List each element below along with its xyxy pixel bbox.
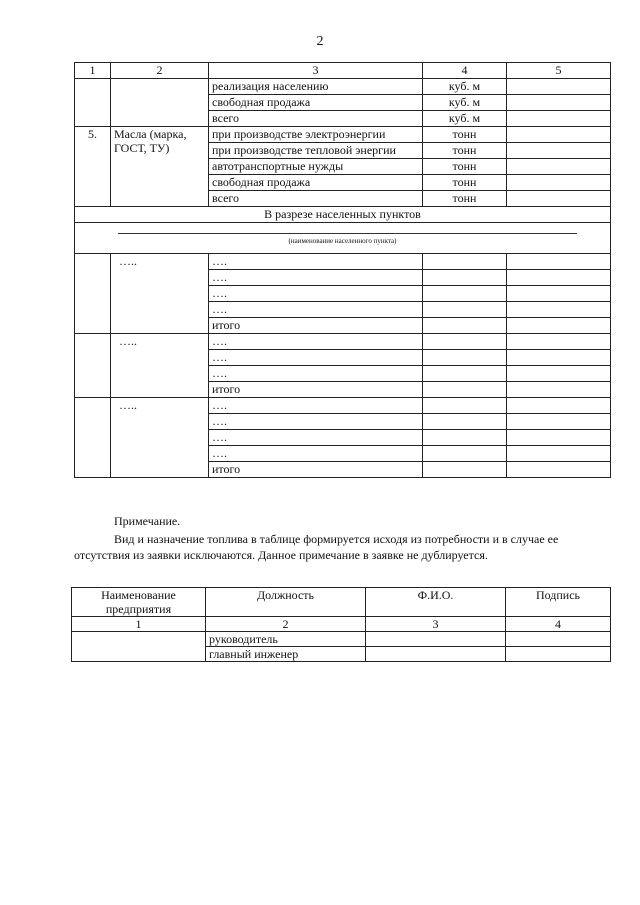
- group-row-label: ….: [209, 350, 423, 366]
- unit-cell: [423, 254, 507, 270]
- unit-cell: тонн: [423, 143, 507, 159]
- header-cell: 5: [507, 63, 611, 79]
- unit-cell: тонн: [423, 159, 507, 175]
- group-name: …..: [111, 254, 209, 334]
- unit-cell: [423, 462, 507, 478]
- value-cell: [507, 191, 611, 207]
- unit-cell: тонн: [423, 127, 507, 143]
- value-cell: [507, 318, 611, 334]
- unit-cell: [423, 334, 507, 350]
- settlement-name-cell: [75, 223, 611, 254]
- signature-cell: [506, 632, 611, 647]
- unit-cell: [423, 318, 507, 334]
- table-row: [75, 398, 611, 414]
- empty-cell: [75, 79, 111, 127]
- value-cell: [507, 446, 611, 462]
- value-cell: [507, 95, 611, 111]
- value-cell: [507, 79, 611, 95]
- value-cell: [507, 382, 611, 398]
- unit-cell: [423, 382, 507, 398]
- value-cell: [507, 334, 611, 350]
- value-cell: [507, 254, 611, 270]
- unit-cell: [423, 366, 507, 382]
- purpose-cell: свободная продажа: [209, 95, 423, 111]
- signature-cell: [506, 647, 611, 662]
- signature-number-row: [72, 617, 611, 632]
- company-name-cell: [72, 632, 206, 662]
- value-cell: [507, 366, 611, 382]
- note-title: Примечание.: [114, 514, 181, 528]
- signature-table: [71, 587, 611, 662]
- unit-cell: тонн: [423, 175, 507, 191]
- value-cell: [507, 159, 611, 175]
- fio-cell: [366, 647, 506, 662]
- group-row-label: ….: [209, 286, 423, 302]
- header-cell: 3: [209, 63, 423, 79]
- group-name: …..: [111, 398, 209, 478]
- empty-cell: [111, 79, 209, 127]
- header-cell: Ф.И.О.: [366, 588, 506, 617]
- value-cell: [507, 143, 611, 159]
- section-name: Масла (марка, ГОСТ, ТУ): [111, 127, 209, 207]
- purpose-cell: всего: [209, 191, 423, 207]
- header-cell: Подпись: [506, 588, 611, 617]
- column-number: 3: [366, 617, 506, 632]
- unit-cell: [423, 430, 507, 446]
- column-number: 4: [506, 617, 611, 632]
- value-cell: [507, 127, 611, 143]
- unit-cell: [423, 286, 507, 302]
- group-row-label: ….: [209, 302, 423, 318]
- page-number: 2: [316, 34, 324, 49]
- header-cell: Наименование предприятия: [72, 588, 206, 617]
- group-row-label: ….: [209, 398, 423, 414]
- table-header-row: [75, 63, 611, 79]
- header-cell: 4: [423, 63, 507, 79]
- value-cell: [507, 302, 611, 318]
- unit-cell: [423, 302, 507, 318]
- group-row-label: ….: [209, 254, 423, 270]
- unit-cell: куб. м: [423, 95, 507, 111]
- settlements-heading: В разрезе населенных пунктов: [75, 207, 611, 223]
- header-cell: Должность: [206, 588, 366, 617]
- group-row-label: итого: [209, 318, 423, 334]
- value-cell: [507, 286, 611, 302]
- group-row-label: ….: [209, 446, 423, 462]
- value-cell: [507, 350, 611, 366]
- value-cell: [507, 270, 611, 286]
- unit-cell: [423, 350, 507, 366]
- settlements-heading-row: [75, 207, 611, 223]
- purpose-cell: всего: [209, 111, 423, 127]
- group-row-label: итого: [209, 462, 423, 478]
- purpose-cell: при производстве электроэнергии: [209, 127, 423, 143]
- fuel-table: [74, 62, 611, 478]
- purpose-cell: реализация населению: [209, 79, 423, 95]
- unit-cell: [423, 446, 507, 462]
- purpose-cell: при производстве тепловой энергии: [209, 143, 423, 159]
- table-row: [75, 127, 611, 143]
- unit-cell: [423, 398, 507, 414]
- position-cell: главный инженер: [206, 647, 366, 662]
- empty-cell: [75, 334, 111, 398]
- column-number: 1: [72, 617, 206, 632]
- group-row-label: ….: [209, 366, 423, 382]
- settlement-name-row: [75, 223, 611, 254]
- group-row-label: итого: [209, 382, 423, 398]
- unit-cell: куб. м: [423, 79, 507, 95]
- section-number: 5.: [75, 127, 111, 207]
- group-row-label: ….: [209, 334, 423, 350]
- purpose-cell: свободная продажа: [209, 175, 423, 191]
- empty-cell: [75, 254, 111, 334]
- unit-cell: куб. м: [423, 111, 507, 127]
- settlement-caption: (наименование населенного пункта): [288, 237, 397, 245]
- empty-cell: [75, 398, 111, 478]
- header-cell: 1: [75, 63, 111, 79]
- value-cell: [507, 462, 611, 478]
- value-cell: [507, 430, 611, 446]
- note-text: Вид и назначение топлива в таблице формируется исходя из потребности и в случае ее отсутствия из заявки исключаются. Данное примечание в заявке не дублируется.: [74, 532, 559, 562]
- unit-cell: [423, 414, 507, 430]
- table-row: [75, 79, 611, 95]
- column-number: 2: [206, 617, 366, 632]
- group-row-label: ….: [209, 270, 423, 286]
- table-row: [72, 632, 611, 647]
- fio-cell: [366, 632, 506, 647]
- purpose-cell: автотранспортные нужды: [209, 159, 423, 175]
- value-cell: [507, 111, 611, 127]
- unit-cell: тонн: [423, 191, 507, 207]
- group-row-label: ….: [209, 414, 423, 430]
- header-cell: 2: [111, 63, 209, 79]
- group-name: …..: [111, 334, 209, 398]
- position-cell: руководитель: [206, 632, 366, 647]
- signature-header-row: [72, 588, 611, 617]
- value-cell: [507, 398, 611, 414]
- value-cell: [507, 414, 611, 430]
- table-row: [75, 254, 611, 270]
- unit-cell: [423, 270, 507, 286]
- table-row: [75, 334, 611, 350]
- value-cell: [507, 175, 611, 191]
- group-row-label: ….: [209, 430, 423, 446]
